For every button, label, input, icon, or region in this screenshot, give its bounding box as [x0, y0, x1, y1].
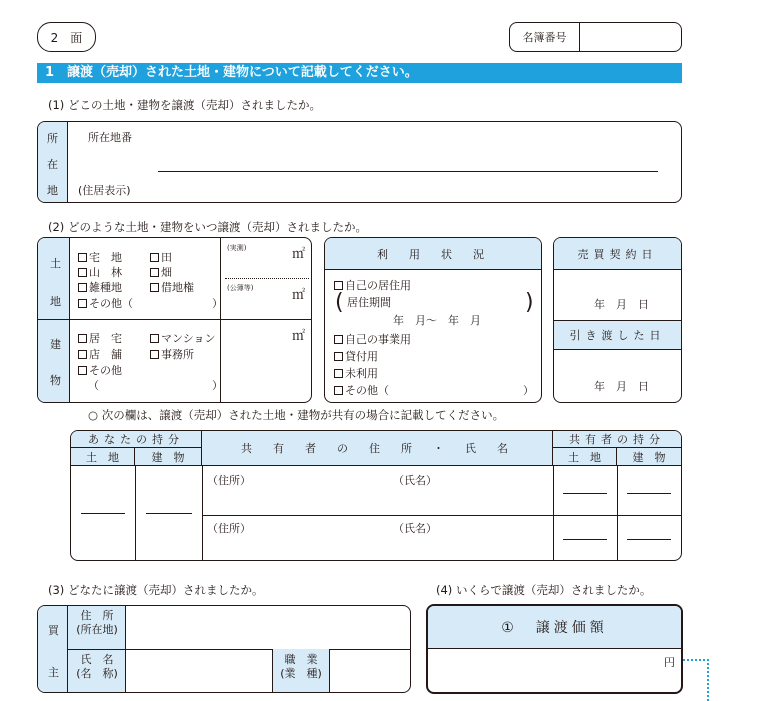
- your-share-land-field[interactable]: [81, 513, 125, 514]
- dates-box: [553, 237, 682, 403]
- building-type-house[interactable]: 居 宅: [78, 330, 122, 346]
- co-owner-table: あなたの持分 土 地 建 物 共 有 者 の 住 所 ・ 氏 名 共有者の持分 土 地 建 物 （住所） （氏名） （住所） （氏名）: [70, 430, 682, 561]
- building-type-other[interactable]: その他: [78, 362, 122, 378]
- land-type-other[interactable]: その他（: [78, 295, 133, 311]
- connector-line: [683, 659, 709, 661]
- register-number-box: [509, 22, 682, 52]
- lot-number-label: 所在地番: [88, 131, 132, 144]
- q2-label: (2) どのような土地・建物をいつ譲渡（売却）されましたか。: [48, 220, 367, 234]
- coowner-1-field[interactable]: [205, 469, 551, 513]
- residence-field[interactable]: [158, 176, 658, 200]
- land-type-field[interactable]: 畑: [150, 264, 172, 280]
- location-box: [37, 121, 682, 203]
- area-actual-label: (実測): [227, 244, 247, 252]
- building-type-store[interactable]: 店 舗: [78, 346, 122, 362]
- coowner-2-building-field[interactable]: [627, 539, 671, 540]
- q1-label: (1) どこの土地・建物を譲渡（売却）されましたか。: [48, 98, 321, 112]
- coowner-share-header: 共有者の持分: [553, 431, 681, 448]
- coowner-2-land-field[interactable]: [563, 539, 607, 540]
- section1-title: 1 譲渡（売却）された土地・建物について記載してください。: [37, 63, 682, 83]
- connector-line-vertical: [707, 659, 709, 701]
- your-share-header: あなたの持分: [71, 431, 202, 448]
- contract-date-field[interactable]: 年 月 日: [594, 298, 649, 311]
- buyer-occupation-field[interactable]: [332, 651, 408, 690]
- use-own-residence[interactable]: 自己の居住用: [334, 277, 411, 293]
- your-share-building-field[interactable]: [146, 513, 192, 514]
- use-other[interactable]: その他（: [334, 382, 389, 398]
- buyer-box: 買 主 住 所 (所在地) 氏 名 (名 称) 職 業 (業 種): [37, 605, 411, 693]
- contract-date-title: 売買契約日: [554, 238, 681, 270]
- coowner-2-field[interactable]: [205, 517, 551, 560]
- price-title: ① 譲渡価額: [428, 606, 681, 649]
- land-type-paddy[interactable]: 田: [150, 249, 172, 265]
- page-label: 2 面: [37, 22, 96, 52]
- buyer-occupation-label: 職 業 (業 種): [280, 653, 322, 680]
- coowner-share-building: 建 物: [617, 448, 681, 466]
- use-status-box: 利 用 状 況 自己の居住用 ( ) 居住期間 年 月～ 年 月 自己の事業用 貸付用 未利用 その他（ ）: [324, 237, 542, 403]
- use-status-title: 利 用 状 況: [325, 238, 541, 270]
- delivery-date-field[interactable]: 年 月 日: [594, 380, 649, 393]
- buyer-name-field[interactable]: [128, 651, 270, 690]
- register-number-field[interactable]: [581, 23, 681, 51]
- yen-unit: 円: [664, 656, 675, 669]
- buyer-name-label: 氏 名 (名 称): [76, 653, 118, 680]
- price-field[interactable]: [432, 652, 662, 690]
- co-owner-note: ○ 次の欄は、譲渡（売却）された土地・建物が共有の場合に記載してください。: [88, 408, 505, 422]
- residence-period-dates: 年 月～ 年 月: [393, 314, 481, 327]
- residence-label: (住居表示): [78, 184, 131, 197]
- area-registry-label: (公簿等): [227, 284, 254, 292]
- coowner-1-building-field[interactable]: [627, 493, 671, 494]
- q3-label: (3) どなたに譲渡（売却）されましたか。: [48, 583, 264, 597]
- lot-number-field[interactable]: [158, 132, 658, 172]
- delivery-date-title: 引き渡した日: [554, 320, 681, 350]
- land-type-leasehold[interactable]: 借地権: [150, 279, 194, 295]
- use-own-business[interactable]: 自己の事業用: [334, 331, 411, 347]
- q4-label: (4) いくらで譲渡（売却）されましたか。: [436, 583, 652, 597]
- coowner-address-name-header: 共 有 者 の 住 所 ・ 氏 名: [202, 431, 553, 466]
- land-type-misc[interactable]: 雑種地: [78, 279, 122, 295]
- coowner-share-land: 土 地: [553, 448, 617, 466]
- your-share-building: 建 物: [135, 448, 202, 466]
- buyer-address-label: 住 所 (所在地): [76, 609, 118, 636]
- buyer-address-field[interactable]: [128, 608, 408, 647]
- price-box: [426, 604, 683, 694]
- location-header: 所 在 地: [38, 122, 68, 202]
- coowner-1-land-field[interactable]: [563, 493, 607, 494]
- use-unused[interactable]: 未利用: [334, 365, 378, 381]
- property-type-box: 土 地 建 物 宅 地 田 山 林 畑 雑種地 借地権 その他（ ） (実測) ㎡ (公簿等) ㎡ ㎡ 居 宅 マンション 店 舗 事務所 その他 （ ）: [37, 237, 312, 403]
- land-type-residential[interactable]: 宅 地: [78, 249, 122, 265]
- land-type-forest[interactable]: 山 林: [78, 264, 122, 280]
- use-rental[interactable]: 貸付用: [334, 348, 378, 364]
- building-type-office[interactable]: 事務所: [150, 346, 194, 362]
- your-share-land: 土 地: [71, 448, 135, 466]
- building-type-condo[interactable]: マンション: [150, 330, 216, 346]
- register-number-label: 名簿番号: [510, 23, 580, 51]
